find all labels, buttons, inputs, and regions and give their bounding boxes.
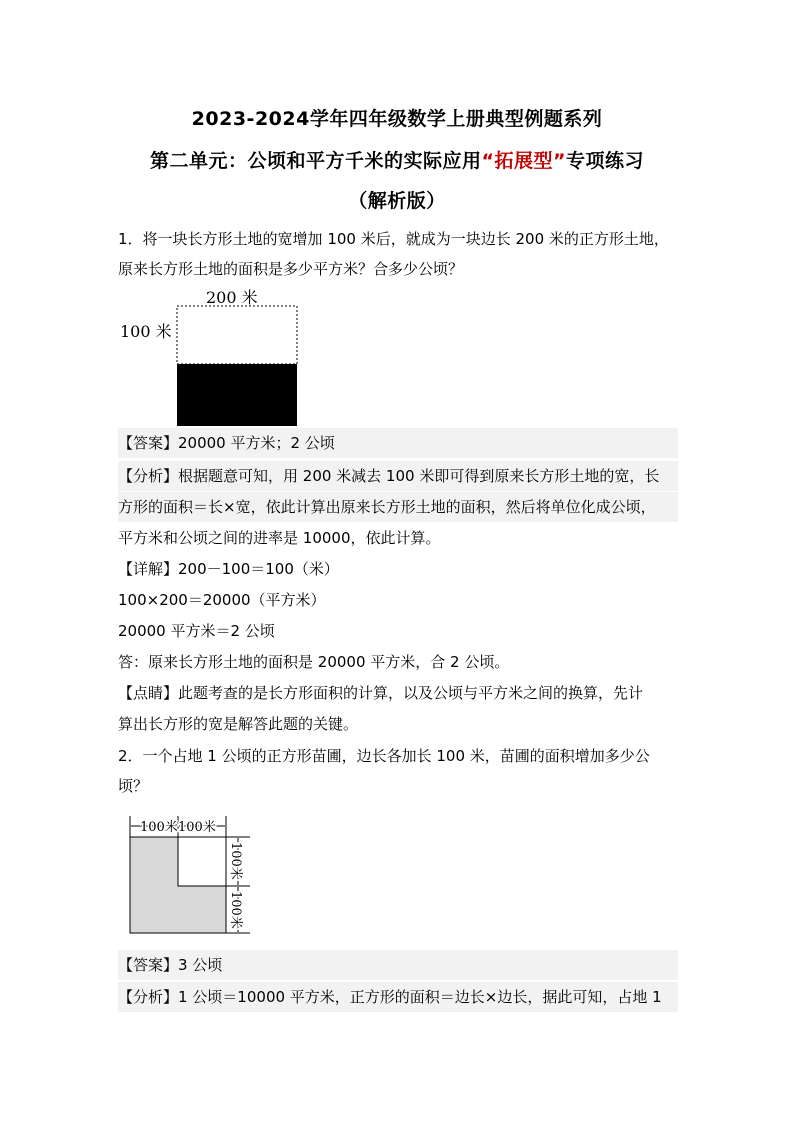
q1-detail-line-4: 答：原来长方形土地的面积是 20000 平方米，合 2 公顷。 <box>118 653 510 671</box>
original-field <box>177 364 297 426</box>
q2-top-label-a: 100米 <box>140 820 178 835</box>
subtitle-main: 第二单元：公顷和平方千米的实际应用 <box>149 150 482 172</box>
q1-fig-left-label: 100 米 <box>120 322 172 341</box>
q2-answer: 【答案】3 公顷 <box>118 950 678 980</box>
q1-stem-line-2: 原来长方形土地的面积是多少平方米？合多少公顷？ <box>118 260 464 278</box>
document-subtitle <box>0 146 794 173</box>
subtitle-tail: 专项练习 <box>565 150 644 172</box>
q2-top-label-b: 100米 <box>178 820 216 835</box>
q1-point-line-2: 算出长方形的宽是解答此题的关键。 <box>118 715 359 733</box>
q1-analysis-line-2: 方形的面积＝长×宽，依此计算出原来长方形土地的面积，然后将单位化成公顷， <box>118 492 678 522</box>
q1-fig-top-label: 200 米 <box>206 288 258 307</box>
q1-land-figure <box>118 286 318 428</box>
q1-detail-line-1: 【详解】200－100＝100（米） <box>118 560 339 578</box>
q1-point-line-1: 【点睛】此题考查的是长方形面积的计算，以及公顷与平方米之间的换算，先计 <box>118 684 644 702</box>
q2-analysis-line-1: 【分析】1 公顷＝10000 平方米，正方形的面积＝边长×边长，据此可知，占地 1 <box>118 982 678 1012</box>
original-nursery <box>178 837 226 886</box>
q1-analysis-line-1: 【分析】根据题意可知，用 200 米减去 100 米即可得到原来长方形土地的宽，长 <box>118 461 678 491</box>
q2-stem-line-1: 2．一个占地 1 公顷的正方形苗圃，边长各加长 100 米，苗圃的面积增加多少公 <box>118 747 650 765</box>
q2-stem-line-2: 顷？ <box>118 777 149 795</box>
q1-answer: 【答案】20000 平方米；2 公顷 <box>118 428 678 458</box>
q2-right-label-b: 100米 <box>228 891 243 929</box>
q2-nursery-figure <box>118 808 268 940</box>
q1-analysis-line-3: 平方米和公顷之间的进率是 10000，依此计算。 <box>118 529 441 547</box>
q1-stem-line-1: 1．将一块长方形土地的宽增加 100 米后，就成为一块边长 200 米的正方形土地， <box>118 230 669 248</box>
q1-detail-line-2: 100×200＝20000（平方米） <box>118 591 326 609</box>
document-title: 2023-2024学年四年级数学上册典型例题系列 <box>191 108 603 130</box>
q2-right-label-a: 100米 <box>228 842 243 880</box>
document-version: （解析版） <box>348 190 446 212</box>
q1-detail-line-3: 20000 平方米＝2 公顷 <box>118 622 275 640</box>
subtitle-highlight: “拓展型” <box>481 150 566 172</box>
added-strip <box>177 306 297 364</box>
